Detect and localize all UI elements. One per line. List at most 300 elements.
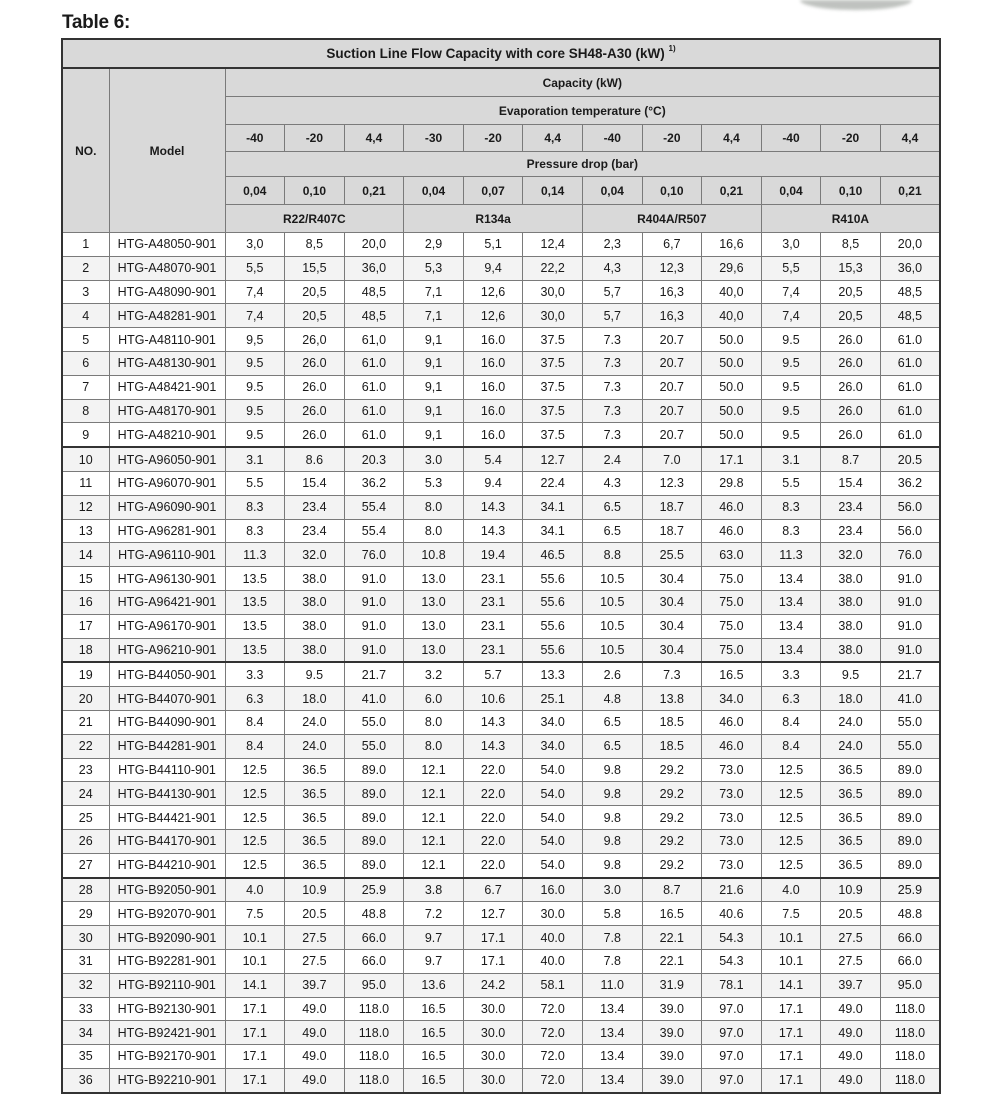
evap-temp-cell: -40	[761, 125, 821, 152]
value-cell: 9.5	[761, 375, 821, 399]
value-cell: 36.2	[880, 471, 940, 495]
value-cell: 89.0	[880, 853, 940, 877]
value-cell: 91.0	[344, 567, 404, 591]
row-number-cell: 5	[62, 328, 109, 352]
value-cell: 5.5	[225, 471, 285, 495]
value-cell: 9.5	[225, 423, 285, 447]
table-row	[62, 758, 940, 782]
value-cell: 5,7	[582, 304, 642, 328]
value-cell: 73.0	[702, 829, 762, 853]
value-cell: 5,5	[225, 256, 285, 280]
value-cell: 10.9	[285, 878, 345, 902]
value-cell: 25.9	[344, 878, 404, 902]
value-cell: 23.4	[285, 495, 345, 519]
row-number-cell: 23	[62, 758, 109, 782]
value-cell: 75.0	[702, 590, 762, 614]
row-number-cell: 31	[62, 949, 109, 973]
value-cell: 36.5	[285, 829, 345, 853]
value-cell: 26.0	[821, 351, 881, 375]
value-cell: 17.1	[225, 1068, 285, 1092]
table-row	[62, 543, 940, 567]
value-cell: 29.2	[642, 782, 702, 806]
value-cell: 18.5	[642, 710, 702, 734]
value-cell: 23.1	[463, 638, 523, 662]
value-cell: 10.1	[225, 926, 285, 950]
value-cell: 32.0	[821, 543, 881, 567]
value-cell: 3.0	[582, 878, 642, 902]
value-cell: 72.0	[523, 997, 583, 1021]
value-cell: 34.1	[523, 519, 583, 543]
value-cell: 18.7	[642, 519, 702, 543]
table-title	[62, 39, 940, 68]
value-cell: 55.0	[880, 710, 940, 734]
value-cell: 7,1	[404, 304, 464, 328]
value-cell: 66.0	[344, 926, 404, 950]
value-cell: 3.1	[225, 447, 285, 471]
value-cell: 61.0	[880, 423, 940, 447]
value-cell: 13.4	[761, 614, 821, 638]
value-cell: 8,5	[821, 233, 881, 257]
row-number-cell: 4	[62, 304, 109, 328]
value-cell: 54.0	[523, 853, 583, 877]
value-cell: 9.5	[761, 351, 821, 375]
value-cell: 7.5	[761, 902, 821, 926]
table-row	[62, 997, 940, 1021]
scan-smudge	[800, 0, 912, 10]
value-cell: 13.4	[582, 1068, 642, 1092]
table-row	[62, 1068, 940, 1092]
table-row	[62, 878, 940, 902]
value-cell: 48,5	[344, 280, 404, 304]
value-cell: 20.7	[642, 351, 702, 375]
value-cell: 12.1	[404, 853, 464, 877]
table-row	[62, 687, 940, 711]
model-cell: HTG-A96281-901	[109, 519, 225, 543]
pressure-drop-cell: 0,04	[404, 177, 464, 205]
value-cell: 37.5	[523, 351, 583, 375]
value-cell: 30.0	[463, 1021, 523, 1045]
model-cell: HTG-A96110-901	[109, 543, 225, 567]
value-cell: 95.0	[344, 973, 404, 997]
pressure-drop-cell: 0,04	[761, 177, 821, 205]
value-cell: 54.0	[523, 829, 583, 853]
value-cell: 8.7	[821, 447, 881, 471]
value-cell: 38.0	[285, 590, 345, 614]
value-cell: 73.0	[702, 853, 762, 877]
value-cell: 4,3	[582, 256, 642, 280]
pressure-drop-cell: 0,04	[582, 177, 642, 205]
table-body	[62, 233, 940, 1093]
value-cell: 27.5	[285, 949, 345, 973]
value-cell: 6.3	[225, 687, 285, 711]
model-cell: HTG-A48281-901	[109, 304, 225, 328]
value-cell: 75.0	[702, 638, 762, 662]
evap-temp-cell: -30	[404, 125, 464, 152]
model-cell: HTG-B92090-901	[109, 926, 225, 950]
table-row	[62, 949, 940, 973]
model-cell: HTG-A48421-901	[109, 375, 225, 399]
value-cell: 6.5	[582, 734, 642, 758]
value-cell: 38.0	[821, 590, 881, 614]
row-number-cell: 32	[62, 973, 109, 997]
value-cell: 12.1	[404, 758, 464, 782]
row-number-cell: 3	[62, 280, 109, 304]
value-cell: 76.0	[880, 543, 940, 567]
value-cell: 8.4	[761, 710, 821, 734]
value-cell: 13.5	[225, 590, 285, 614]
value-cell: 27.5	[821, 949, 881, 973]
value-cell: 16.5	[404, 1045, 464, 1069]
value-cell: 48,5	[880, 280, 940, 304]
value-cell: 7.3	[642, 662, 702, 686]
value-cell: 20.5	[880, 447, 940, 471]
value-cell: 12.5	[225, 782, 285, 806]
row-number-cell: 16	[62, 590, 109, 614]
row-number-cell: 30	[62, 926, 109, 950]
value-cell: 50.0	[702, 328, 762, 352]
row-number-cell: 33	[62, 997, 109, 1021]
value-cell: 7.3	[582, 399, 642, 423]
value-cell: 23.4	[285, 519, 345, 543]
value-cell: 20.5	[285, 902, 345, 926]
table-row	[62, 806, 940, 830]
value-cell: 91.0	[880, 567, 940, 591]
suction-capacity-table	[61, 38, 941, 1094]
refrigerant-header: R410A	[761, 205, 940, 233]
value-cell: 30,0	[523, 304, 583, 328]
value-cell: 2.4	[582, 447, 642, 471]
value-cell: 17.1	[761, 1068, 821, 1092]
value-cell: 8.3	[761, 519, 821, 543]
value-cell: 12.7	[523, 447, 583, 471]
value-cell: 39.0	[642, 1068, 702, 1092]
value-cell: 89.0	[344, 782, 404, 806]
value-cell: 34.0	[523, 734, 583, 758]
value-cell: 6.3	[761, 687, 821, 711]
table-row	[62, 782, 940, 806]
value-cell: 61,0	[344, 328, 404, 352]
evap-temp-cell: 4,4	[880, 125, 940, 152]
value-cell: 48.8	[880, 902, 940, 926]
value-cell: 12,6	[463, 304, 523, 328]
model-cell: HTG-B92070-901	[109, 902, 225, 926]
value-cell: 4.8	[582, 687, 642, 711]
value-cell: 49.0	[821, 1068, 881, 1092]
value-cell: 3.2	[404, 662, 464, 686]
value-cell: 41.0	[344, 687, 404, 711]
value-cell: 9,1	[404, 399, 464, 423]
value-cell: 89.0	[344, 853, 404, 877]
model-cell: HTG-A48170-901	[109, 399, 225, 423]
value-cell: 9.5	[225, 399, 285, 423]
value-cell: 40.6	[702, 902, 762, 926]
value-cell: 39.0	[642, 1021, 702, 1045]
value-cell: 36.5	[821, 829, 881, 853]
table-row	[62, 662, 940, 686]
value-cell: 10.8	[404, 543, 464, 567]
row-number-cell: 10	[62, 447, 109, 471]
value-cell: 36.5	[821, 806, 881, 830]
value-cell: 89.0	[344, 806, 404, 830]
value-cell: 13.6	[404, 973, 464, 997]
value-cell: 30.4	[642, 614, 702, 638]
value-cell: 7.5	[225, 902, 285, 926]
value-cell: 36.5	[821, 758, 881, 782]
value-cell: 26.0	[285, 399, 345, 423]
refrigerant-header: R134a	[404, 205, 583, 233]
pressure-drop-cell: 0,10	[642, 177, 702, 205]
value-cell: 20,5	[285, 304, 345, 328]
value-cell: 55.6	[523, 567, 583, 591]
value-cell: 26,0	[285, 328, 345, 352]
model-cell: HTG-A48110-901	[109, 328, 225, 352]
value-cell: 97.0	[702, 997, 762, 1021]
table-row	[62, 710, 940, 734]
value-cell: 23.1	[463, 614, 523, 638]
value-cell: 14.1	[761, 973, 821, 997]
value-cell: 23.4	[821, 495, 881, 519]
value-cell: 12,3	[642, 256, 702, 280]
model-cell: HTG-A96170-901	[109, 614, 225, 638]
value-cell: 26.0	[821, 328, 881, 352]
table-row	[62, 233, 940, 257]
value-cell: 54.3	[702, 949, 762, 973]
value-cell: 8.4	[225, 710, 285, 734]
value-cell: 18.0	[821, 687, 881, 711]
value-cell: 7,4	[761, 280, 821, 304]
table-row	[62, 1045, 940, 1069]
value-cell: 10.1	[225, 949, 285, 973]
value-cell: 25.9	[880, 878, 940, 902]
value-cell: 9,5	[225, 328, 285, 352]
value-cell: 20,0	[880, 233, 940, 257]
value-cell: 7.8	[582, 949, 642, 973]
value-cell: 10.6	[463, 687, 523, 711]
value-cell: 16.5	[404, 1021, 464, 1045]
row-number-cell: 11	[62, 471, 109, 495]
value-cell: 30.4	[642, 638, 702, 662]
value-cell: 17.1	[761, 1021, 821, 1045]
value-cell: 16,3	[642, 304, 702, 328]
value-cell: 13.4	[582, 997, 642, 1021]
value-cell: 16.0	[463, 423, 523, 447]
value-cell: 46.0	[702, 734, 762, 758]
model-cell: HTG-A48210-901	[109, 423, 225, 447]
model-cell: HTG-A96210-901	[109, 638, 225, 662]
value-cell: 118.0	[880, 1045, 940, 1069]
value-cell: 22.0	[463, 758, 523, 782]
table-title-text: Suction Line Flow Capacity with core SH48-A30 (kW)	[326, 46, 665, 61]
value-cell: 3.0	[404, 447, 464, 471]
value-cell: 5.5	[761, 471, 821, 495]
value-cell: 2.6	[582, 662, 642, 686]
model-cell: HTG-B92421-901	[109, 1021, 225, 1045]
value-cell: 12,6	[463, 280, 523, 304]
value-cell: 89.0	[880, 782, 940, 806]
value-cell: 118.0	[344, 997, 404, 1021]
value-cell: 29,6	[702, 256, 762, 280]
title-footnote-marker: 1)	[668, 44, 676, 53]
value-cell: 17.1	[463, 949, 523, 973]
value-cell: 5.4	[463, 447, 523, 471]
value-cell: 6,7	[642, 233, 702, 257]
value-cell: 8.0	[404, 734, 464, 758]
value-cell: 12.5	[761, 829, 821, 853]
row-number-cell: 15	[62, 567, 109, 591]
value-cell: 26.0	[821, 423, 881, 447]
value-cell: 14.1	[225, 973, 285, 997]
value-cell: 13.4	[761, 590, 821, 614]
value-cell: 24.0	[821, 734, 881, 758]
value-cell: 7.3	[582, 328, 642, 352]
table-row	[62, 734, 940, 758]
value-cell: 37.5	[523, 423, 583, 447]
value-cell: 38.0	[285, 614, 345, 638]
model-cell: HTG-B92130-901	[109, 997, 225, 1021]
value-cell: 8.3	[225, 519, 285, 543]
value-cell: 20.5	[821, 902, 881, 926]
table-row	[62, 567, 940, 591]
value-cell: 12.5	[225, 758, 285, 782]
value-cell: 49.0	[285, 997, 345, 1021]
value-cell: 56.0	[880, 519, 940, 543]
value-cell: 12.1	[404, 782, 464, 806]
value-cell: 49.0	[821, 1021, 881, 1045]
value-cell: 89.0	[344, 829, 404, 853]
value-cell: 7,4	[225, 304, 285, 328]
value-cell: 7.3	[582, 351, 642, 375]
value-cell: 7.3	[582, 423, 642, 447]
value-cell: 20.7	[642, 423, 702, 447]
value-cell: 72.0	[523, 1021, 583, 1045]
value-cell: 14.3	[463, 495, 523, 519]
value-cell: 10.1	[761, 949, 821, 973]
value-cell: 66.0	[880, 926, 940, 950]
value-cell: 22.0	[463, 806, 523, 830]
row-number-cell: 9	[62, 423, 109, 447]
value-cell: 72.0	[523, 1068, 583, 1092]
value-cell: 91.0	[344, 590, 404, 614]
value-cell: 5.7	[463, 662, 523, 686]
table-row	[62, 447, 940, 471]
row-number-cell: 1	[62, 233, 109, 257]
value-cell: 61.0	[344, 375, 404, 399]
value-cell: 48,5	[880, 304, 940, 328]
value-cell: 118.0	[880, 997, 940, 1021]
value-cell: 37.5	[523, 328, 583, 352]
value-cell: 2,3	[582, 233, 642, 257]
table-row	[62, 471, 940, 495]
table-row	[62, 614, 940, 638]
row-number-cell: 26	[62, 829, 109, 853]
value-cell: 22.0	[463, 782, 523, 806]
table-row	[62, 853, 940, 877]
value-cell: 55.4	[344, 519, 404, 543]
value-cell: 29.2	[642, 853, 702, 877]
value-cell: 39.0	[642, 1045, 702, 1069]
value-cell: 13.5	[225, 567, 285, 591]
value-cell: 14.3	[463, 734, 523, 758]
value-cell: 21.7	[344, 662, 404, 686]
header-capacity: Capacity (kW)	[225, 68, 940, 97]
value-cell: 48,5	[344, 304, 404, 328]
model-cell: HTG-B92050-901	[109, 878, 225, 902]
value-cell: 55.6	[523, 590, 583, 614]
value-cell: 30.4	[642, 590, 702, 614]
model-cell: HTG-B44090-901	[109, 710, 225, 734]
row-number-cell: 24	[62, 782, 109, 806]
value-cell: 24.0	[821, 710, 881, 734]
value-cell: 7,4	[225, 280, 285, 304]
value-cell: 8.7	[642, 878, 702, 902]
value-cell: 12.1	[404, 829, 464, 853]
value-cell: 37.5	[523, 399, 583, 423]
value-cell: 46.0	[702, 519, 762, 543]
value-cell: 17.1	[702, 447, 762, 471]
value-cell: 39.0	[642, 997, 702, 1021]
value-cell: 12.5	[225, 853, 285, 877]
value-cell: 20.7	[642, 328, 702, 352]
value-cell: 20,5	[285, 280, 345, 304]
row-number-cell: 13	[62, 519, 109, 543]
row-number-cell: 8	[62, 399, 109, 423]
value-cell: 55.0	[880, 734, 940, 758]
value-cell: 16.0	[463, 399, 523, 423]
value-cell: 17.1	[761, 1045, 821, 1069]
value-cell: 10.9	[821, 878, 881, 902]
value-cell: 15,5	[285, 256, 345, 280]
value-cell: 40,0	[702, 280, 762, 304]
header-evaporation-temperature: Evaporation temperature (°C)	[225, 97, 940, 125]
value-cell: 8.6	[285, 447, 345, 471]
value-cell: 56.0	[880, 495, 940, 519]
value-cell: 36,0	[344, 256, 404, 280]
table-row	[62, 519, 940, 543]
value-cell: 16.0	[463, 328, 523, 352]
value-cell: 6.7	[463, 878, 523, 902]
value-cell: 20,5	[821, 304, 881, 328]
value-cell: 13.0	[404, 638, 464, 662]
value-cell: 36.5	[821, 782, 881, 806]
value-cell: 15.4	[821, 471, 881, 495]
value-cell: 11.0	[582, 973, 642, 997]
value-cell: 24.0	[285, 734, 345, 758]
value-cell: 12.5	[225, 806, 285, 830]
row-number-cell: 6	[62, 351, 109, 375]
value-cell: 7.0	[642, 447, 702, 471]
value-cell: 16.5	[702, 662, 762, 686]
table-row	[62, 902, 940, 926]
table-row	[62, 304, 940, 328]
value-cell: 16.5	[642, 902, 702, 926]
value-cell: 21.6	[702, 878, 762, 902]
value-cell: 3,0	[761, 233, 821, 257]
table-header	[62, 39, 940, 233]
value-cell: 5,1	[463, 233, 523, 257]
row-number-cell: 20	[62, 687, 109, 711]
value-cell: 22,2	[523, 256, 583, 280]
row-number-cell: 21	[62, 710, 109, 734]
value-cell: 40,0	[702, 304, 762, 328]
value-cell: 27.5	[821, 926, 881, 950]
value-cell: 49.0	[821, 997, 881, 1021]
value-cell: 36.2	[344, 471, 404, 495]
table-row	[62, 256, 940, 280]
value-cell: 36.5	[285, 782, 345, 806]
value-cell: 26.0	[285, 423, 345, 447]
value-cell: 9.5	[761, 328, 821, 352]
value-cell: 36.5	[285, 853, 345, 877]
